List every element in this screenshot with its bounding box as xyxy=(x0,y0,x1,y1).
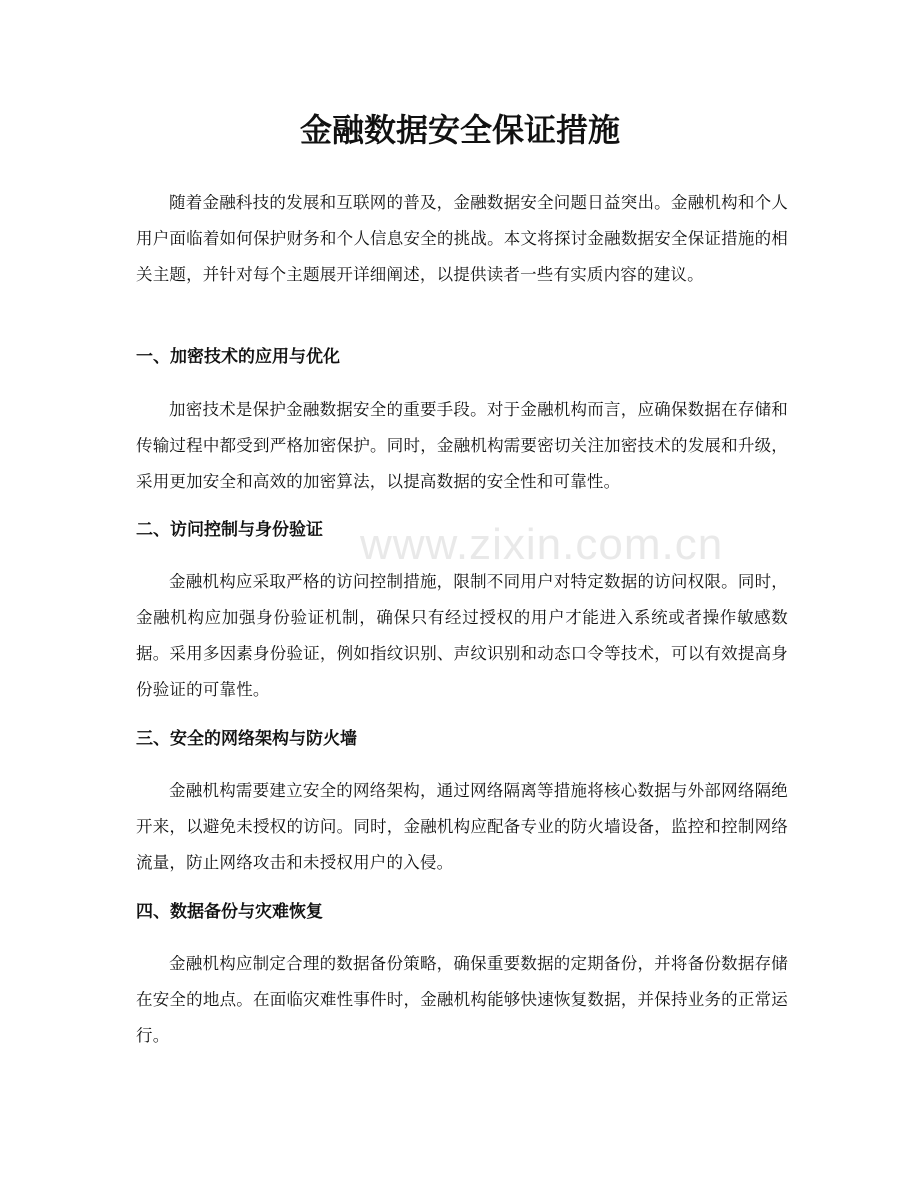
section-heading-backup: 四、数据备份与灾难恢复 xyxy=(136,902,323,922)
section-heading-encryption: 一、加密技术的应用与优化 xyxy=(136,347,340,367)
section-heading-network: 三、安全的网络架构与防火墙 xyxy=(136,729,357,749)
section-heading-access-control: 二、访问控制与身份验证 xyxy=(136,520,323,540)
section-body-access-control: 金融机构应采取严格的访问控制措施，限制不同用户对特定数据的访问权限。同时，金融机构应加强身份验证机制，确保只有经过授权的用户才能进入系统或者操作敏感数据。采用多因素身份验证，例如指纹识别、声纹识别和动态口令等技术，可以有效提高身份验证的可靠性。 xyxy=(136,572,788,699)
section-body-encryption: 加密技术是保护金融数据安全的重要手段。对于金融机构而言，应确保数据在存储和传输过程中都受到严格加密保护。同时，金融机构需要密切关注加密技术的发展和升级，采用更加安全和高效的加密算法，以提高数据的安全性和可靠性。 xyxy=(136,400,788,491)
page-title: 金融数据安全保证措施 xyxy=(299,111,620,149)
section-body-network: 金融机构需要建立安全的网络架构，通过网络隔离等措施将核心数据与外部网络隔绝开来，以避免未授权的访问。同时，金融机构应配备专业的防火墙设备，监控和控制网络流量，防止网络攻击和未授权用户的入侵。 xyxy=(136,781,788,872)
watermark: www.zixin.com.cn xyxy=(360,520,724,569)
intro-paragraph: 随着金融科技的发展和互联网的普及，金融数据安全问题日益突出。金融机构和个人用户面临着如何保护财务和个人信息安全的挑战。本文将探讨金融数据安全保证措施的相关主题，并针对每个主题展开详细阐述，以提供读者一些有实质内容的建议。 xyxy=(136,193,788,284)
section-body-backup: 金融机构应制定合理的数据备份策略，确保重要数据的定期备份，并将备份数据存储在安全的地点。在面临灾难性事件时，金融机构能够快速恢复数据，并保持业务的正常运行。 xyxy=(136,954,788,1045)
